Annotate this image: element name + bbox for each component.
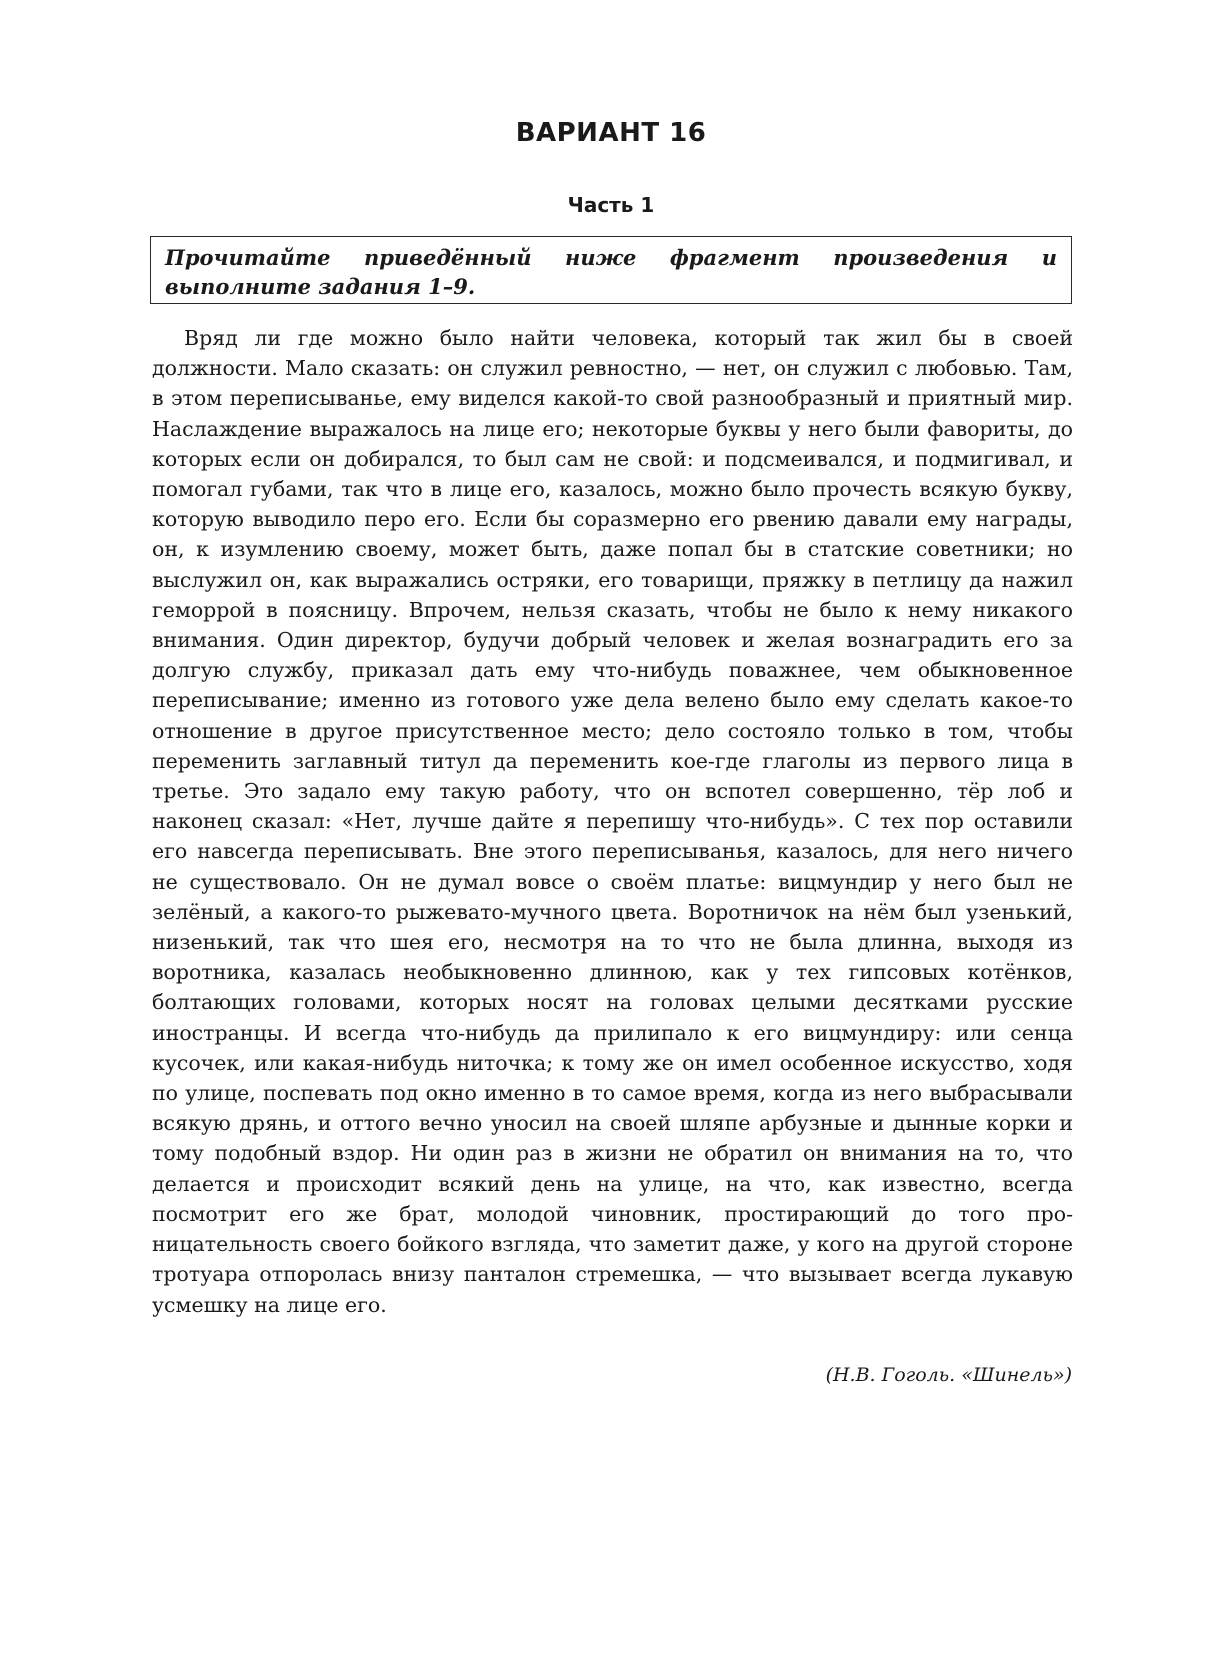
- literary-passage: Вряд ли где можно было найти человека, который так жил бы в своей должности. Мало сказать: он служил ревностно, — нет, он служил с любовью. Там, в этом переписыванье, ему виделся какой-то свой разнообразный и приятный мир. Наслаждение выражалось на лице его; некоторые буквы у него были фавориты, до которых если он добирался, то был сам не свой: и подсмеивался, и подмигивал, и помогал губами, так что в лице его, казалось, можно было прочесть всякую букву, которую выводило перо его. Если бы соразмерно его рвению давали ему награды, он, к изумлению своему, может быть, даже попал бы в статские советники; но выслужил он, как выражались остряки, его товарищи, пряжку в петлицу да нажил геморрой в поясницу. Впрочем, нельзя сказать, чтобы не было к нему никакого внимания. Один директор, будучи добрый человек и желая вознаградить его за долгую службу, приказал дать ему что-нибудь поважнее, чем обыкновенное переписывание; именно из готового уже дела велено было ему сделать какое-то отношение в другое присутственное место; дело состояло только в том, чтобы переменить заглавный титул да переменить кое-где глаголы из первого лица в третье. Это задало ему такую работу, что он вспотел совершенно, тёр лоб и наконец сказал: «Нет, лучше дайте я перепишу что-нибудь». С тех пор оставили его навсегда переписывать. Вне этого переписыванья, казалось, для него ничего не существовало. Он не думал вовсе о своём платье: вицмундир у него был не зелёный, а какого-то рыжевато-мучного цвета. Воротничок на нём был узенький, низенький, так что шея его, несмотря на то что не была длинна, выходя из воротника, казалась необыкновенно длинною, как у тех гипсовых котёнков, болтающих головами, которых носят на головах целыми десятками русские иностранцы. И всегда что-нибудь да прилипало к его вицмундиру: или сенца кусочек, или какая-нибудь ниточка; к тому же он имел особенное искусство, ходя по улице, поспевать под окно именно в то самое время, когда из него выбрасывали всякую дрянь, и оттого вечно уносил на своей шляпе арбузные и дынные корки и тому подобный вздор. Ни один раз в жизни не обратил он внимания на то, что делается и происходит всякий день на улице, на что, как известно, всегда посмотрит его же брат, молодой чиновник, простирающий до того проницательность своего бойкого взгляда, что заметит даже, у кого на другой стороне тротуара отпоролась внизу панталон стремешка, — что вызывает всегда лукавую усмешку на лице его.: [152, 326, 1073, 1317]
- variant-title: ВАРИАНТ 16: [515, 118, 707, 148]
- task-instruction-box: Прочитайте приведённый ниже фрагмент произведения и выполните задания 1–9.: [150, 236, 1072, 304]
- source-citation: (Н.В. Гоголь. «Шинель»): [825, 1364, 1072, 1386]
- part-title: Часть 1: [567, 193, 655, 217]
